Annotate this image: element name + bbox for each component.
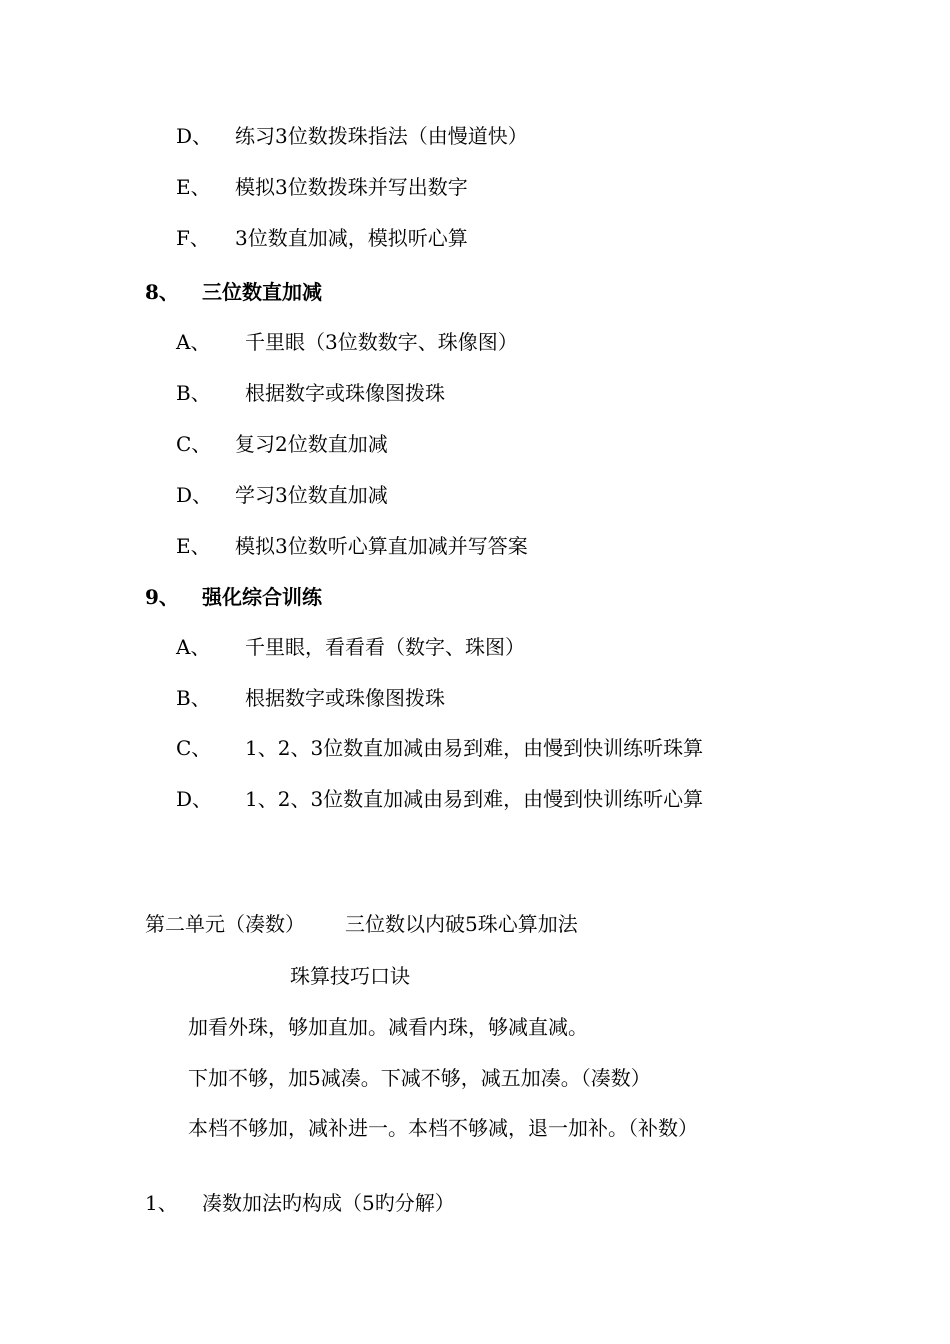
item-text: 1、2、3位数直加减由易到难，由慢到快训练听心算	[245, 787, 704, 811]
item-text: 根据数字或珠像图拨珠	[245, 686, 445, 710]
tips-line: 加看外珠，够加直加。减看内珠，够减直减。	[188, 1015, 588, 1039]
item-marker: E、	[176, 534, 211, 558]
item-text: 千里眼，看看看（数字、珠图）	[245, 635, 525, 659]
unit-label: 第二单元（凑数）	[145, 912, 305, 936]
section-title: 强化综合训练	[202, 585, 322, 609]
item-marker: A、	[176, 635, 211, 659]
item-text: 练习3位数拨珠指法（由慢道快）	[235, 124, 528, 148]
item-text: 模拟3位数拨珠并写出数字	[235, 175, 468, 199]
item-marker: D、	[176, 787, 213, 811]
item-marker: D、	[176, 124, 213, 148]
section-title: 凑数加法旳构成（5旳分解）	[202, 1191, 455, 1215]
section-number: 1、	[145, 1191, 178, 1215]
item-marker: C、	[176, 736, 212, 760]
section-title: 三位数直加减	[202, 280, 322, 304]
unit-title: 三位数以内破5珠心算加法	[345, 912, 578, 936]
item-marker: B、	[176, 381, 211, 405]
item-marker: B、	[176, 686, 211, 710]
item-marker: A、	[176, 330, 211, 354]
tips-line: 本档不够加，减补进一。本档不够减，退一加补。（补数）	[188, 1116, 698, 1140]
item-text: 1、2、3位数直加减由易到难，由慢到快训练听珠算	[245, 736, 704, 760]
item-text: 千里眼（3位数数字、珠像图）	[245, 330, 518, 354]
item-text: 学习3位数直加减	[235, 483, 388, 507]
section-number: 9、	[145, 585, 179, 609]
item-marker: E、	[176, 175, 211, 199]
section-number: 8、	[145, 280, 179, 304]
item-marker: C、	[176, 432, 212, 456]
item-text: 复习2位数直加减	[235, 432, 388, 456]
item-marker: F、	[176, 226, 210, 250]
item-marker: D、	[176, 483, 213, 507]
item-text: 3位数直加减，模拟听心算	[235, 226, 468, 250]
tips-line: 下加不够，加5减凑。下减不够，减五加凑。（凑数）	[188, 1066, 651, 1090]
item-text: 根据数字或珠像图拨珠	[245, 381, 445, 405]
item-text: 模拟3位数听心算直加减并写答案	[235, 534, 528, 558]
tips-heading: 珠算技巧口诀	[290, 964, 410, 988]
